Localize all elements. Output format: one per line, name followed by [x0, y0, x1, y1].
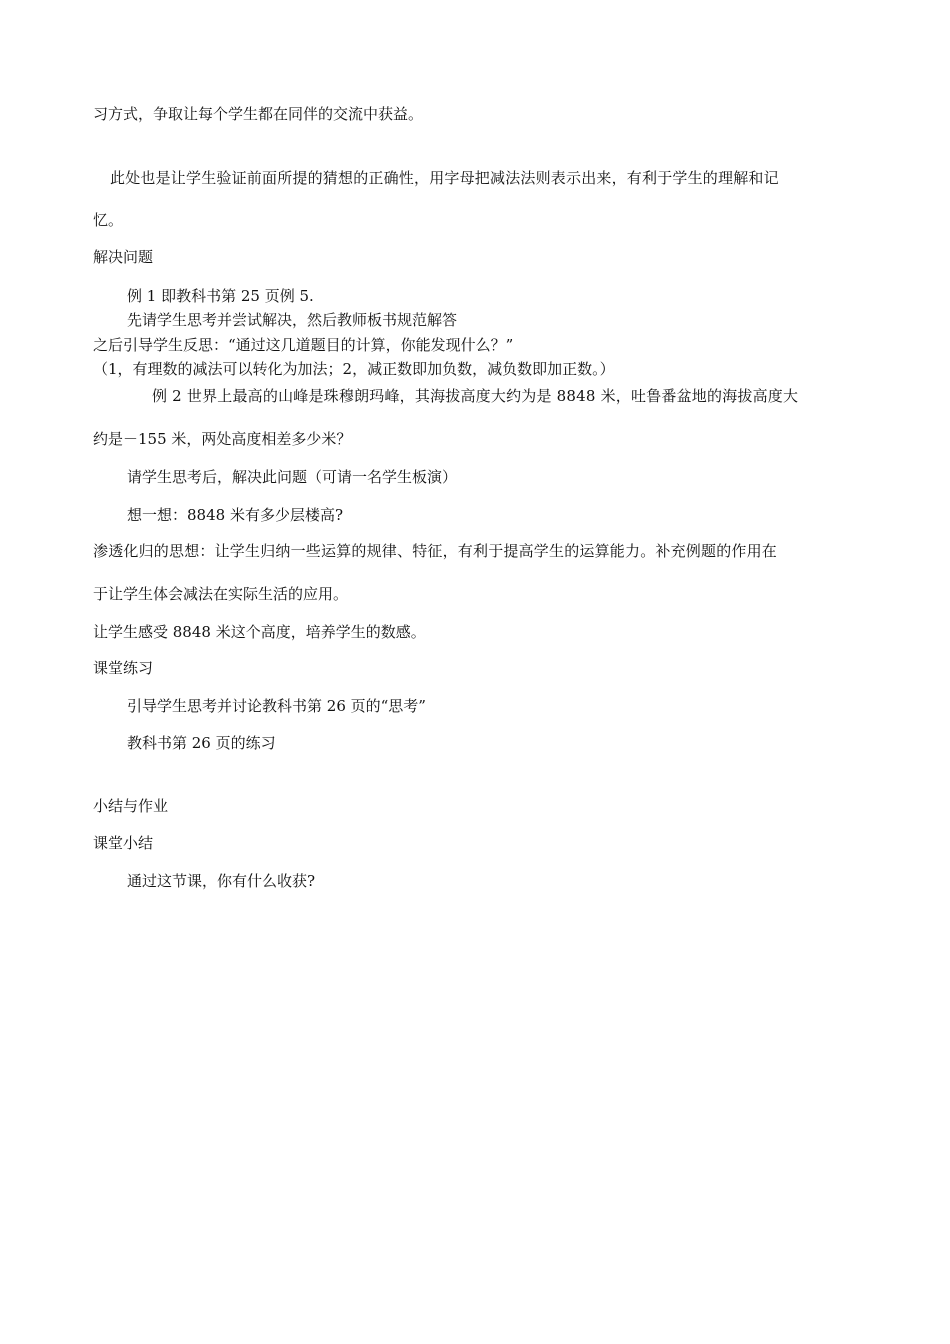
section-heading-solve-problems: 解决问题: [93, 248, 154, 266]
paragraph-example-2: 例 2 世界上最高的山峰是珠穆朗玛峰，其海拔高度大约为是 8848 米，吐鲁番盆地的海拔高度大: [152, 387, 799, 405]
paragraph-think-floors: 想一想：8848 米有多少层楼高?: [127, 506, 343, 524]
paragraph-try-solve: 先请学生思考并尝试解决，然后教师板书规范解答: [127, 311, 458, 329]
paragraph-reflection: 之后引导学生反思：“通过这几道题目的计算，你能发现什么？”: [93, 336, 514, 354]
paragraph-number-sense: 让学生感受 8848 米这个高度，培养学生的数感。: [93, 623, 426, 641]
section-heading-summary-homework: 小结与作业: [93, 797, 169, 815]
paragraph-board-demo: 请学生思考后，解决此问题（可请一名学生板演）: [127, 468, 458, 486]
section-heading-class-practice: 课堂练习: [93, 659, 154, 677]
paragraph-height-difference: 约是－155 米，两处高度相差多少米？: [93, 430, 352, 448]
paragraph-practical-application: 于让学生体会减法在实际生活的应用。: [93, 585, 349, 603]
paragraph-reduction-thinking: 渗透化归的思想：让学生归纳一些运算的规律、特征，有利于提高学生的运算能力。补充例题的作用在: [93, 542, 778, 560]
paragraph-memory: 忆。: [93, 211, 124, 229]
paragraph-verify-guess: 此处也是让学生验证前面所提的猜想的正确性，用字母把减法法则表示出来，有利于学生的理解和记: [110, 169, 779, 187]
paragraph-harvest-question: 通过这节课，你有什么收获?: [127, 872, 316, 890]
paragraph-subtraction-rules: （1，有理数的减法可以转化为加法；2，减正数即加负数，减负数即加正数。）: [93, 360, 615, 378]
paragraph-learning-method: 习方式，争取让每个学生都在同伴的交流中获益。: [93, 105, 424, 123]
paragraph-exercises: 教科书第 26 页的练习: [127, 734, 276, 752]
paragraph-example-1: 例 1 即教科书第 25 页例 5.: [127, 287, 314, 305]
paragraph-discuss-think: 引导学生思考并讨论教科书第 26 页的“思考”: [127, 697, 426, 715]
section-heading-class-summary: 课堂小结: [93, 834, 154, 852]
